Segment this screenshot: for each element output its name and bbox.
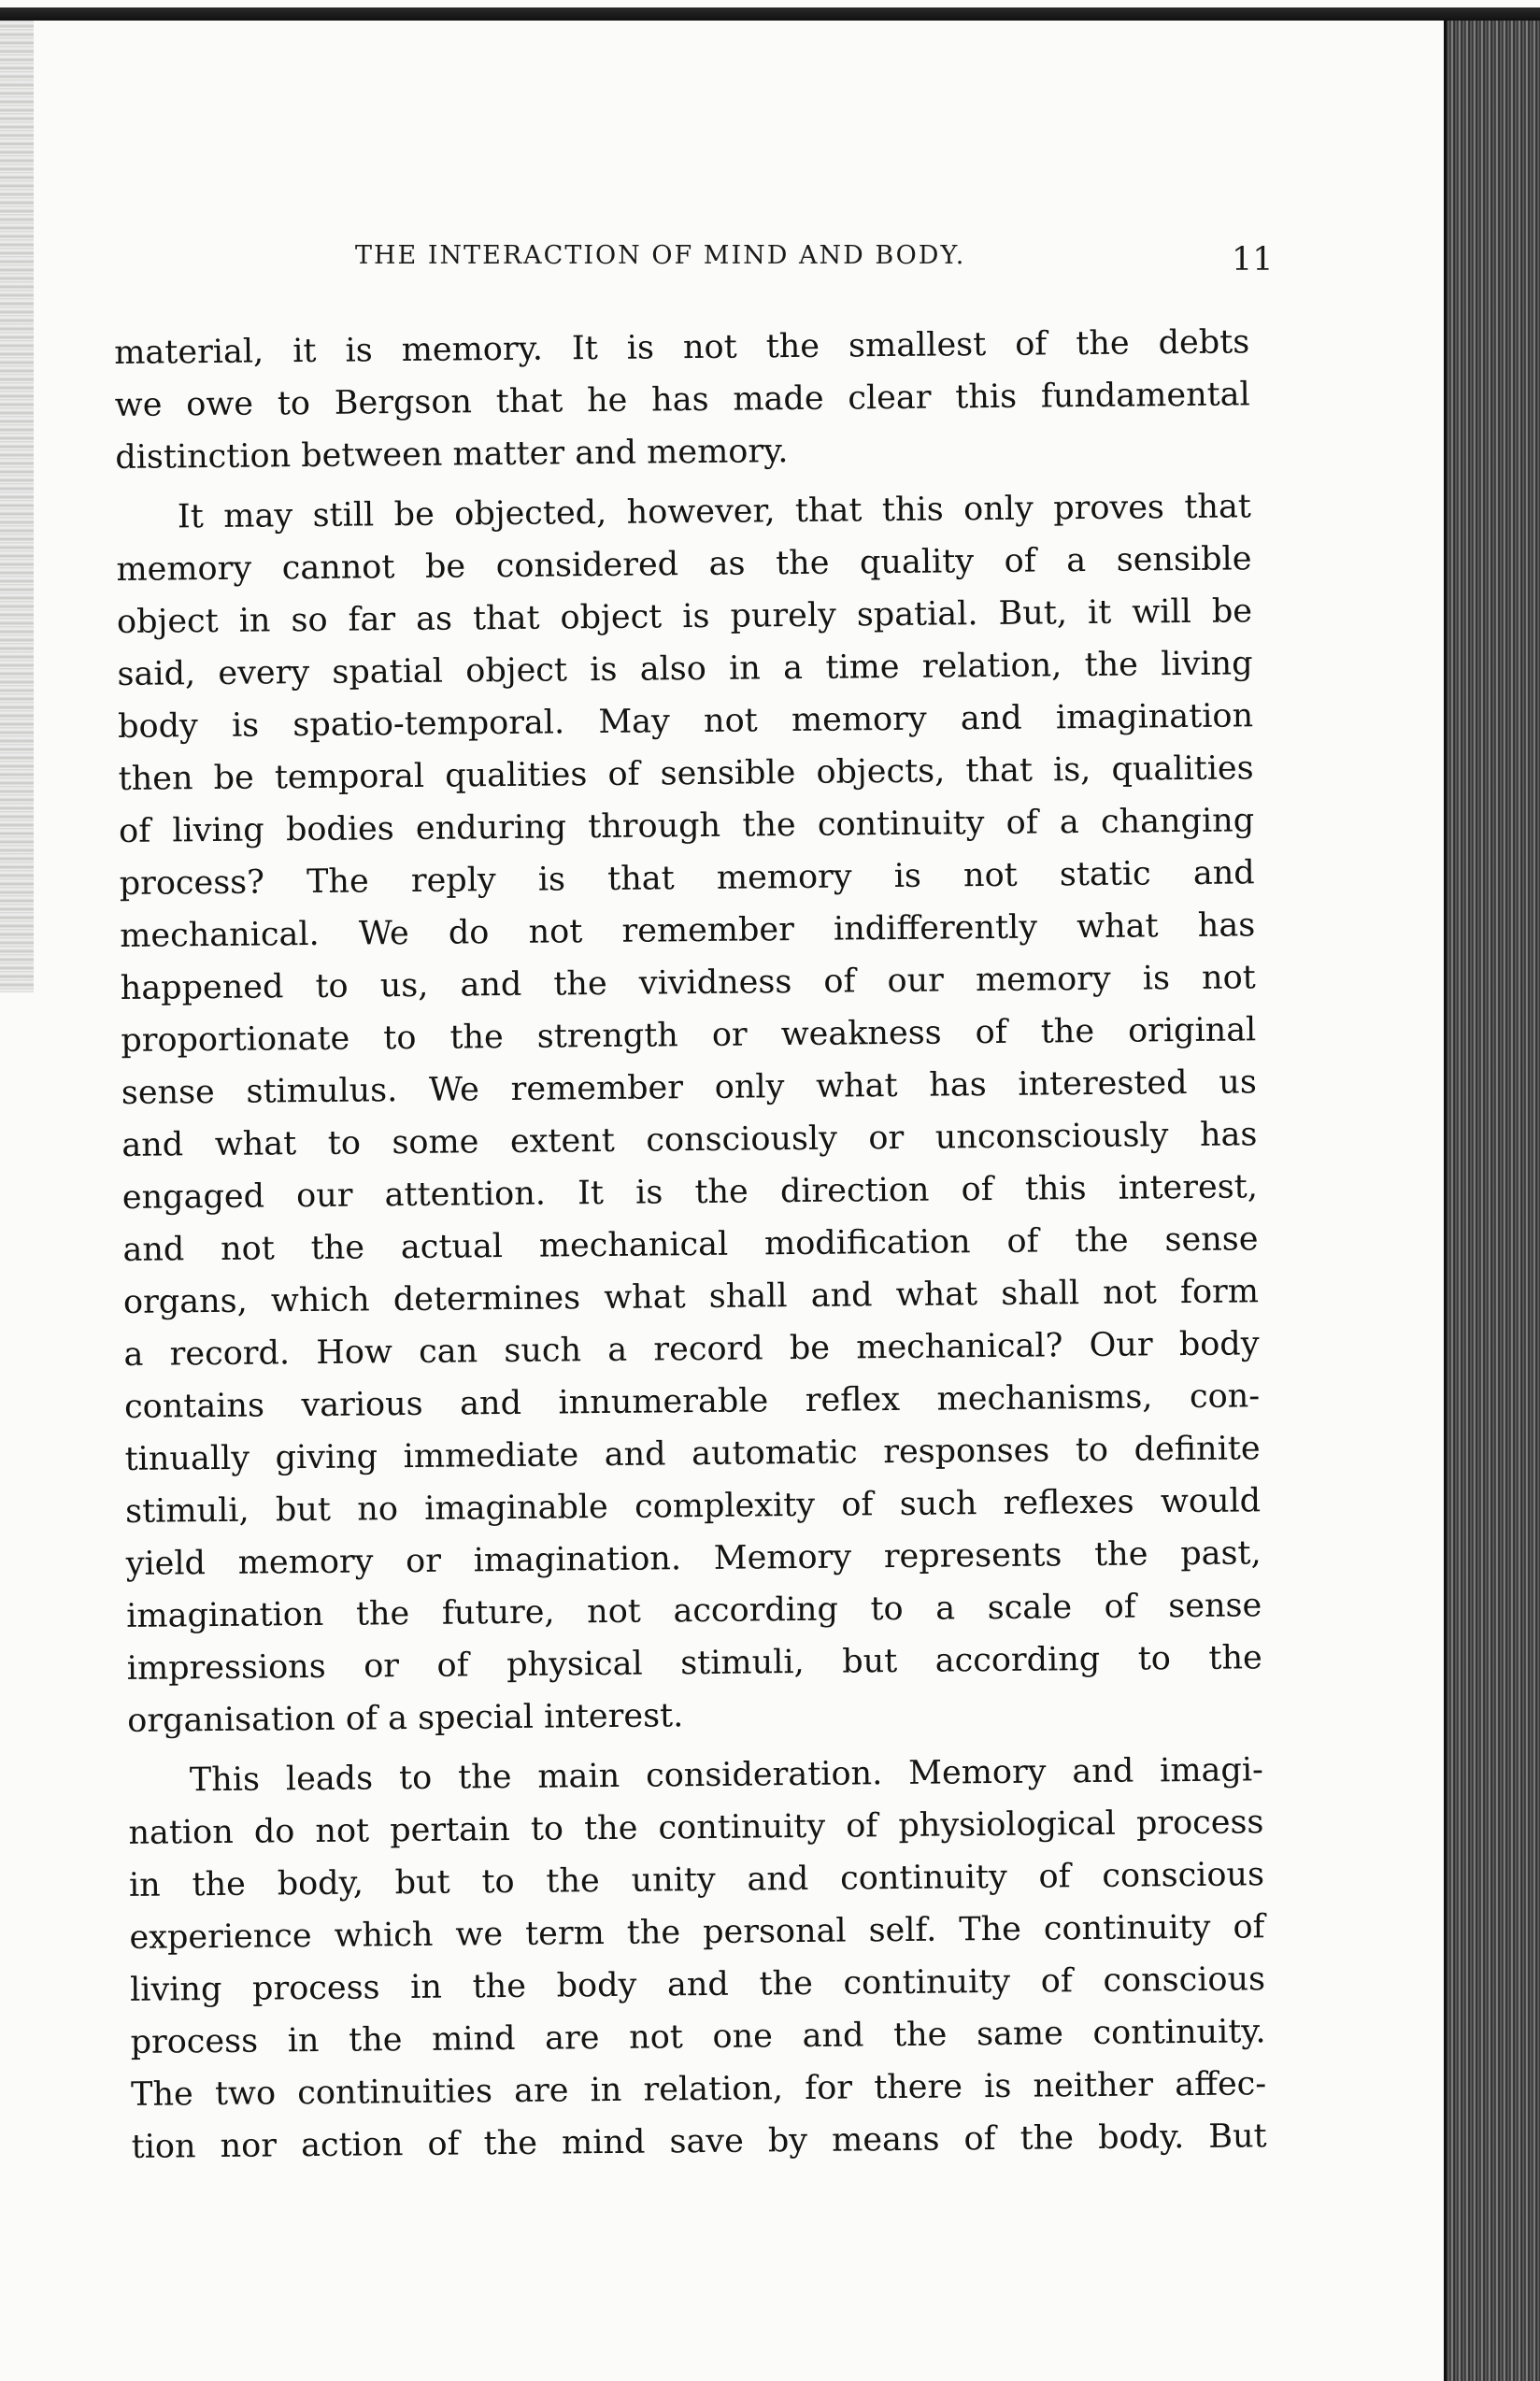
text-line: body is spatio-temporal. May not memory and imagination: [117, 697, 1254, 746]
text-line: stimuli, but no imaginable complexity of such reflexes would: [124, 1482, 1262, 1531]
text-line: proportionate to the strength or weakness of the original: [121, 1011, 1257, 1060]
text-line: object in so far as that object is purely spatial. But, it will be: [116, 592, 1253, 641]
text-line: process in the mind are not one and the same continuity.: [130, 2013, 1266, 2061]
text-line: living process in the body and the continuity of conscious: [129, 1960, 1266, 2009]
text-line: and not the actual mechanical modification of the sense: [122, 1220, 1259, 1269]
running-head: THE INTERACTION OF MIND AND BODY.: [355, 241, 966, 270]
text-line: process? The reply is that memory is not static and: [119, 854, 1255, 903]
text-line: in the body, but to the unity and continuity of conscious: [128, 1856, 1265, 1904]
text-line: memory cannot be considered as the quality of a sensible: [116, 540, 1252, 589]
text-line: distinction between matter and memory.: [115, 433, 789, 477]
text-line: organs, which determines what shall and what shall not form: [122, 1273, 1260, 1321]
scan-left-margin-shadow: [0, 21, 34, 992]
text-line: then be temporal qualities of sensible objects, that is, qualities: [118, 749, 1254, 798]
book-spine-edge: [1444, 21, 1540, 2381]
text-line: engaged our attention. It is the direction of this interest,: [121, 1168, 1259, 1217]
text-line: happened to us, and the vividness of our memory is not: [120, 959, 1256, 1007]
text-line: mechanical. We do not remember indifferently what has: [120, 906, 1256, 955]
page-number: 11: [1232, 241, 1274, 278]
page-header: [355, 241, 1290, 288]
text-line: imagination the future, not according to a scale of sense: [126, 1587, 1262, 1635]
page-top-edge: [0, 7, 1540, 21]
text-line: a record. How can such a record be mechanical? Our body: [123, 1325, 1260, 1374]
text-line: said, every spatial object is also in a time relation, the living: [117, 645, 1253, 693]
text-line: material, it is memory. It is not the smallest of the debts: [114, 323, 1250, 372]
text-line: of living bodies enduring through the continuity of a changing: [118, 802, 1255, 850]
text-line: and what to some extent consciously or unconsciously has: [121, 1116, 1258, 1164]
text-line: sense stimulus. We remember only what has interested us: [121, 1063, 1258, 1112]
text-line: tinually giving immediate and automatic responses to definite: [124, 1430, 1261, 1478]
body-text: [114, 316, 1267, 2166]
text-line: The two continuities are in relation, for there is neither affec-: [130, 2065, 1267, 2114]
text-line: yield memory or imagination. Memory represents the past,: [125, 1534, 1262, 1583]
text-line: nation do not pertain to the continuity of physiological process: [128, 1804, 1264, 1852]
text-line: experience which we term the personal self. The continuity of: [129, 1908, 1265, 1957]
text-line: organisation of a special interest.: [127, 1697, 684, 1740]
text-line: This leads to the main consideration. Memory and imagi-: [189, 1751, 1264, 1800]
text-line: contains various and innumerable reflex mechanisms, con-: [123, 1377, 1261, 1426]
text-line: we owe to Bergson that he has made clear this fundamental: [114, 376, 1250, 424]
text-line: tion nor action of the mind save by means of the body. But: [131, 2117, 1267, 2166]
text-line: impressions or of physical stimuli, but according to the: [126, 1639, 1262, 1688]
text-line: It may still be objected, however, that this only proves that: [177, 488, 1252, 536]
